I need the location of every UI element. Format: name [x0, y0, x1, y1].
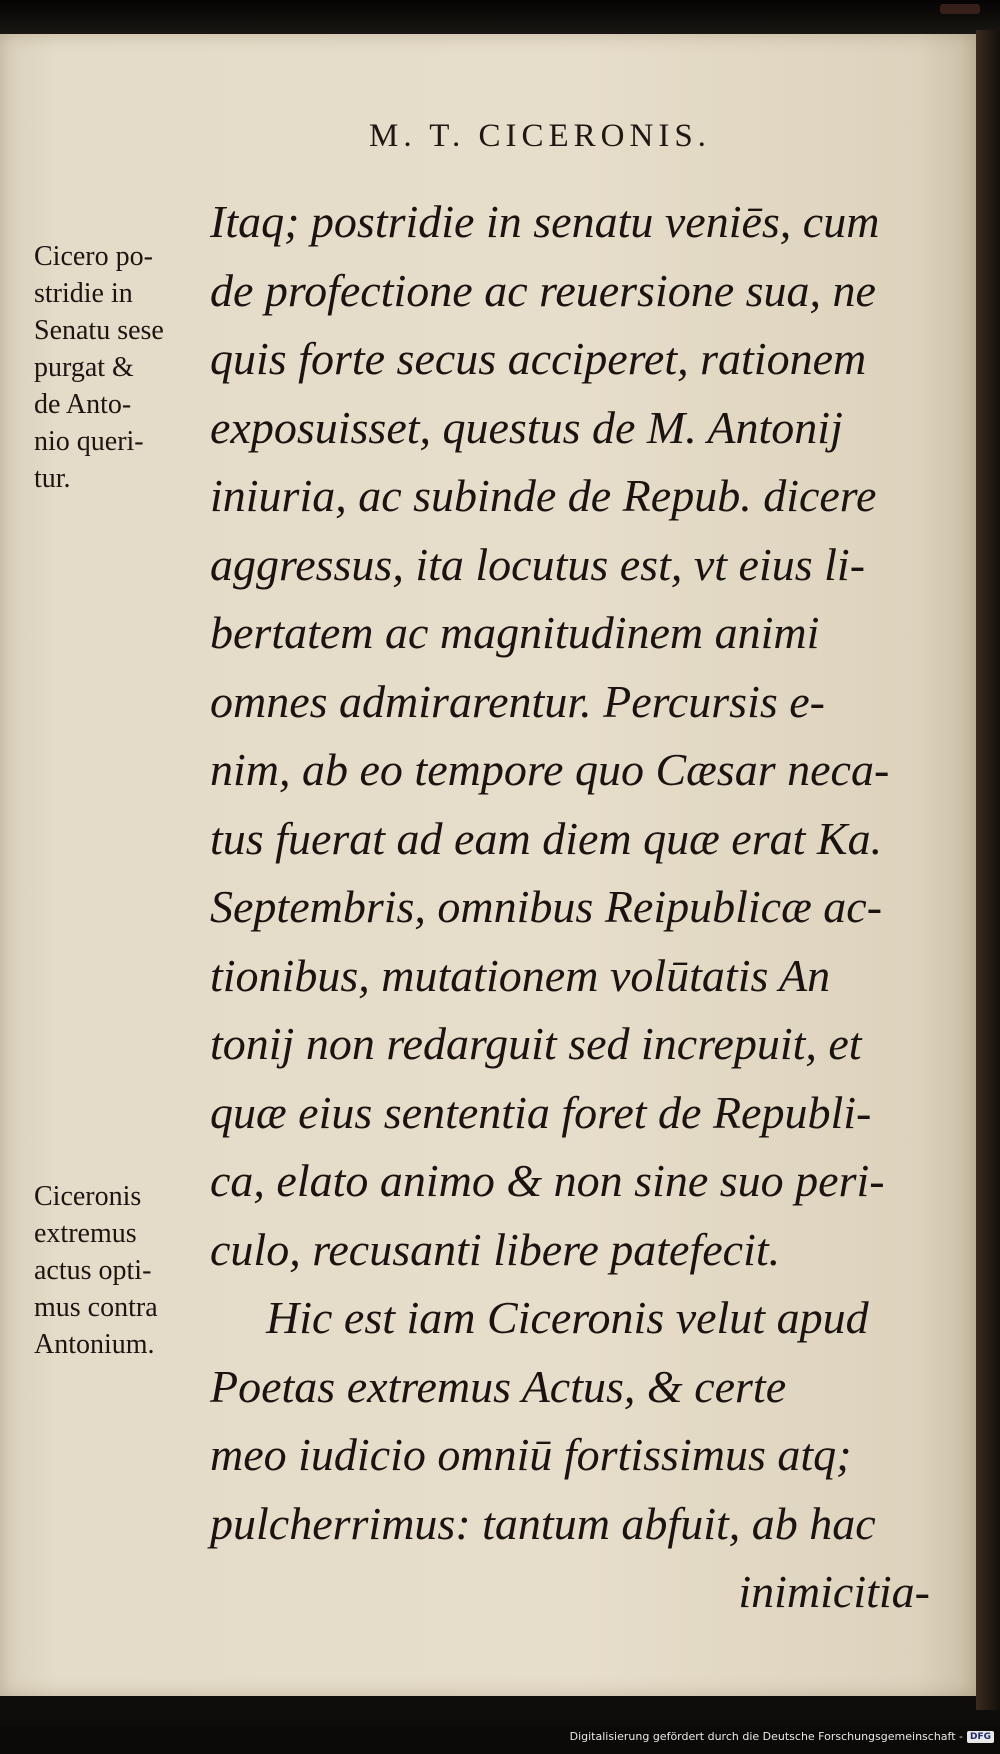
- text-line: meo iudicio omniū fortissimus atq;: [210, 1429, 852, 1480]
- text-line: omnes admirarentur. Percursis e-: [210, 675, 825, 727]
- text-line: quæ eius sententia foret de Republi-: [210, 1086, 872, 1138]
- running-head: M. T. CICERONIS.: [369, 118, 711, 154]
- marginal-note-line: mus contra: [34, 1292, 158, 1323]
- marginal-note-line: de Anto-: [34, 389, 132, 420]
- text-line: bertatem ac magnitudinem animi: [210, 607, 820, 658]
- dfg-logo: DFG: [967, 1731, 994, 1743]
- credit-text: Digitalisierung gefördert durch die Deutsche Forschungsgemeinschaft -: [569, 1730, 963, 1743]
- marginal-note: [34, 238, 224, 497]
- text-line: de profectione ac reuersione sua, ne: [210, 264, 876, 316]
- text-line: aggressus, ita locutus est, vt eius li-: [210, 538, 866, 590]
- main-text-block: [210, 188, 930, 1627]
- marginal-note-line: extremus: [34, 1218, 137, 1249]
- marginal-note-line: actus opti-: [34, 1255, 152, 1286]
- marginal-note: [34, 1178, 224, 1363]
- catchword: inimicitia-: [738, 1566, 930, 1617]
- marginal-note-line: Antonium.: [34, 1329, 155, 1360]
- text-line: quis forte secus acciperet, rationem: [210, 333, 867, 384]
- marginal-note-line: Ciceronis: [34, 1181, 142, 1212]
- digitization-credit: [570, 1730, 994, 1743]
- marginal-note-line: nio queri-: [34, 426, 144, 457]
- text-line: Itaq; postridie in senatu veniēs, cum: [210, 196, 880, 247]
- text-line: Poetas extremus Actus, & certe: [210, 1360, 787, 1412]
- marginal-note-line: stridie in: [34, 278, 133, 309]
- text-line: tonij non redarguit sed increpuit, et: [210, 1018, 862, 1069]
- text-line: ca, elato animo & non sine suo peri-: [210, 1155, 885, 1206]
- marginal-note-line: purgat &: [34, 352, 134, 383]
- text-line: Hic est iam Ciceronis velut apud: [266, 1292, 869, 1343]
- text-line: exposuisset, questus de M. Antonij: [210, 401, 843, 453]
- text-line: tionibus, mutationem volūtatis An: [210, 949, 831, 1001]
- text-line: iniuria, ac subinde de Repub. dicere: [210, 470, 877, 521]
- marginal-note-line: tur.: [34, 463, 71, 494]
- text-line: pulcherrimus: tantum abfuit, ab hac: [210, 1497, 876, 1549]
- marginal-note-line: Senatu sese: [34, 315, 164, 346]
- text-line: tus fuerat ad eam diem quæ erat Ka.: [210, 812, 883, 864]
- text-line: nim, ab eo tempore quo Cæsar neca-: [210, 744, 890, 795]
- book-edge: [976, 30, 1000, 1710]
- marginal-note-line: Cicero po-: [34, 241, 153, 272]
- text-line: Septembris, omnibus Reipublicæ ac-: [210, 881, 883, 932]
- binding-mark: [940, 4, 980, 14]
- text-line: culo, recusanti libere patefecit.: [210, 1223, 781, 1275]
